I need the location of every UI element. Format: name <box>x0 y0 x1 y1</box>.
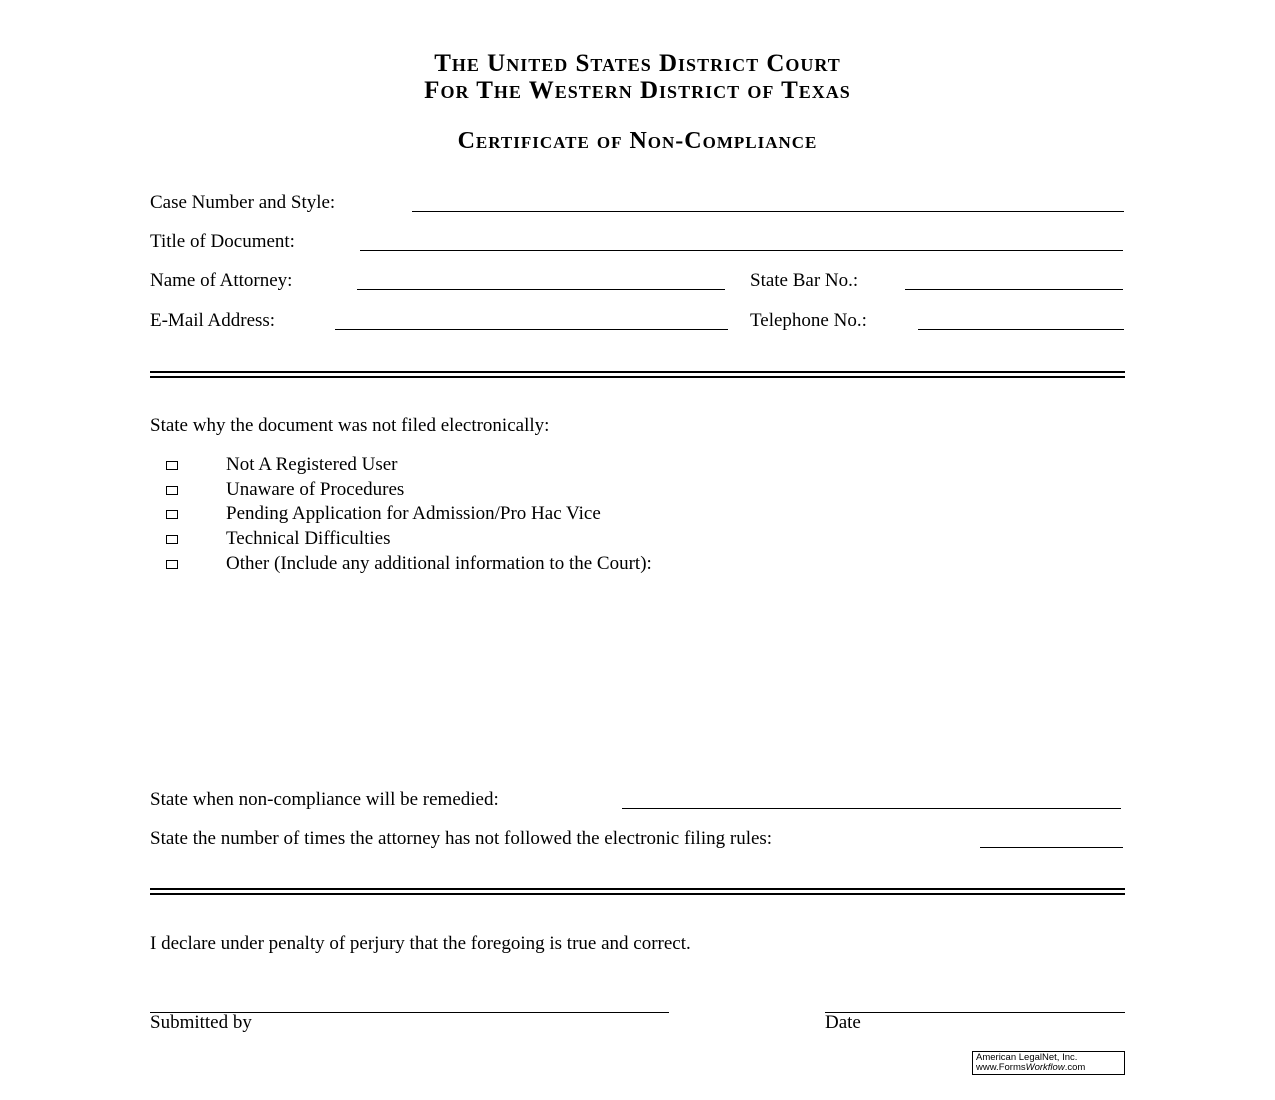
case-number-label: Case Number and Style: <box>150 192 336 213</box>
state-bar-label: State Bar No.: <box>750 270 859 291</box>
email-field[interactable] <box>335 329 728 330</box>
court-name-line-2: For The Western District of Texas <box>424 77 851 104</box>
checkbox-not-registered[interactable] <box>166 461 178 470</box>
case-number-field[interactable] <box>412 211 1124 212</box>
checkbox-unaware[interactable] <box>166 486 178 495</box>
email-label: E-Mail Address: <box>150 310 276 331</box>
violation-count-label: State the number of times the attorney has not followed the electronic filing rules: <box>150 828 773 849</box>
attorney-name-field[interactable] <box>357 289 725 290</box>
badge-company: American LegalNet, Inc. <box>976 1052 1078 1063</box>
option-pending-application: Pending Application for Admission/Pro Hac Vice <box>226 503 601 524</box>
option-other: Other (Include any additional information to the Court): <box>226 553 652 574</box>
option-unaware: Unaware of Procedures <box>226 479 405 500</box>
date-label: Date <box>825 1012 861 1033</box>
violation-count-field[interactable] <box>980 847 1123 848</box>
legalnet-badge <box>972 1051 1125 1075</box>
checkbox-other[interactable] <box>166 560 178 569</box>
remedy-when-label: State when non-compliance will be remedied: <box>150 789 499 810</box>
attorney-name-label: Name of Attorney: <box>150 270 293 291</box>
checkbox-pending-application[interactable] <box>166 510 178 519</box>
state-bar-field[interactable] <box>905 289 1123 290</box>
date-line[interactable] <box>825 1012 1125 1013</box>
checkbox-technical[interactable] <box>166 535 178 544</box>
remedy-when-field[interactable] <box>622 808 1121 809</box>
form-title: Certificate of Non-Compliance <box>457 128 818 154</box>
option-not-registered: Not A Registered User <box>226 454 398 475</box>
court-name-line-1: The United States District Court <box>434 50 841 77</box>
document-title-label: Title of Document: <box>150 231 295 252</box>
reason-prompt: State why the document was not filed electronically: <box>150 415 550 436</box>
telephone-field[interactable] <box>918 329 1124 330</box>
option-technical: Technical Difficulties <box>226 528 391 549</box>
telephone-label: Telephone No.: <box>750 310 867 331</box>
badge-url: www.FormsWorkflow.com <box>976 1062 1086 1073</box>
document-title-field[interactable] <box>360 250 1123 251</box>
submitted-by-label: Submitted by <box>150 1012 252 1033</box>
declaration-text: I declare under penalty of perjury that the foregoing is true and correct. <box>150 933 691 954</box>
